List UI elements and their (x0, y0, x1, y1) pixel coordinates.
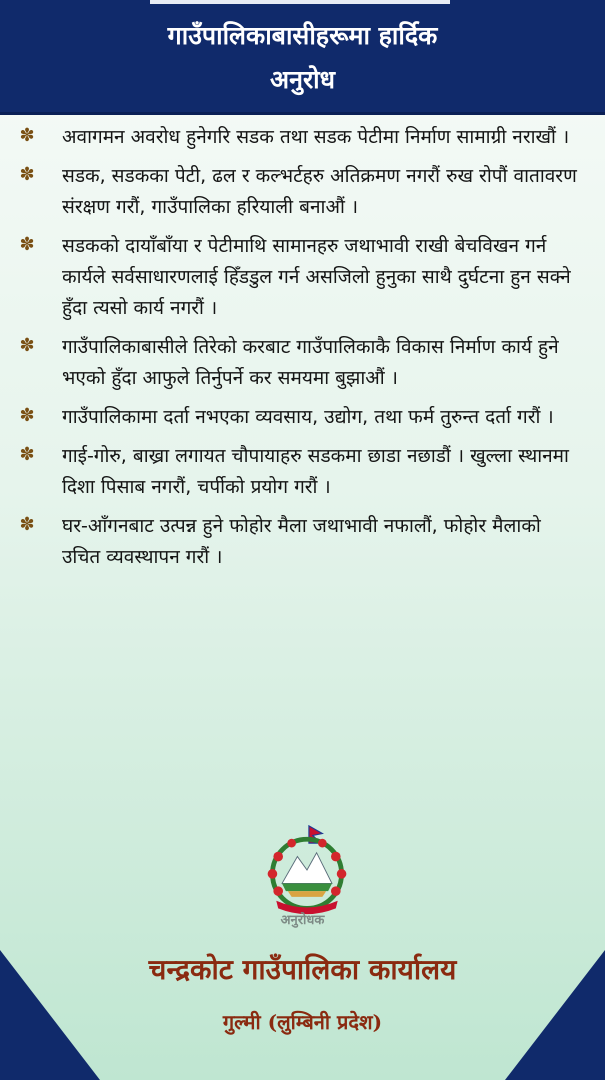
list-item (18, 511, 578, 573)
list-item-text: गाई-गोरु, बाख्रा लगायत चौपायाहरु सडकमा छाडा नछाडौं । खुल्ला स्थानमा दिशा पिसाब नगरौं, चर्पीको प्रयोग गरौं । (62, 445, 569, 498)
page-title-line2: अनुरोध (269, 65, 336, 94)
flower-bullet-icon: ✽ (19, 405, 35, 426)
list-item (18, 231, 578, 324)
emblem-label: अनुरोधक (280, 913, 325, 928)
list-item-text: सडकको दायाँबाँया र पेटीमाथि सामानहरु जथाभावी राखी बेचविखन गर्न कार्यले सर्वसाधारणलाई हिँडडुल गर्न असजिलो हुनुका साथै दुर्घटना हुन सक्ने हुँदा त्यसो कार्य नगरौं । (62, 235, 571, 319)
flower-bullet-icon: ✽ (19, 444, 35, 465)
list-item (18, 402, 578, 433)
page-title (0, 14, 605, 102)
flower-bullet-icon: ✽ (19, 335, 35, 356)
flower-bullet-icon: ✽ (19, 234, 35, 255)
header-banner (0, 0, 605, 115)
header-top-accent (150, 0, 450, 4)
flower-bullet-icon: ✽ (19, 514, 35, 535)
flower-bullet-icon: ✽ (19, 164, 35, 185)
list-item-text: गाउँपालिकामा दर्ता नभएका व्यवसाय, उद्योग, तथा फर्म तुरुन्त दर्ता गरौं । (62, 406, 554, 428)
request-list (18, 122, 578, 581)
government-emblem-icon (258, 822, 356, 918)
list-item (18, 161, 578, 223)
list-item-text: सडक, सडकका पेटी, ढल र कल्भर्टहरु अतिक्रमण नगरौं रुख रोपौं वातावरण संरक्षण गरौं, गाउँपालिका हरियाली बनाऔं । (62, 165, 577, 218)
list-item-text: अवागमन अवरोध हुनेगरि सडक तथा सडक पेटीमा निर्माण सामाग्री नराखौं । (62, 126, 570, 148)
list-item (18, 441, 578, 503)
list-item-text: गाउँपालिकाबासीले तिरेको करबाट गाउँपालिकाकै विकास निर्माण कार्य हुने भएको हुँदा आफुले तिर्नुपर्ने कर समयमा बुझाऔं । (62, 336, 559, 389)
list-item (18, 332, 578, 394)
flower-bullet-icon: ✽ (19, 125, 35, 146)
list-item (18, 122, 578, 153)
office-name: चन्द्रकोट गाउँपालिका कार्यालय (148, 953, 457, 986)
office-location: गुल्मी (लुम्बिनी प्रदेश) (222, 1010, 383, 1034)
page-title-line1: गाउँपालिकाबासीहरूमा हार्दिक (167, 21, 438, 50)
list-item-text: घर-आँगनबाट उत्पन्न हुने फोहोर मैला जथाभावी नफालौं, फोहोर मैलाको उचित व्यवस्थापन गरौं । (62, 515, 541, 568)
